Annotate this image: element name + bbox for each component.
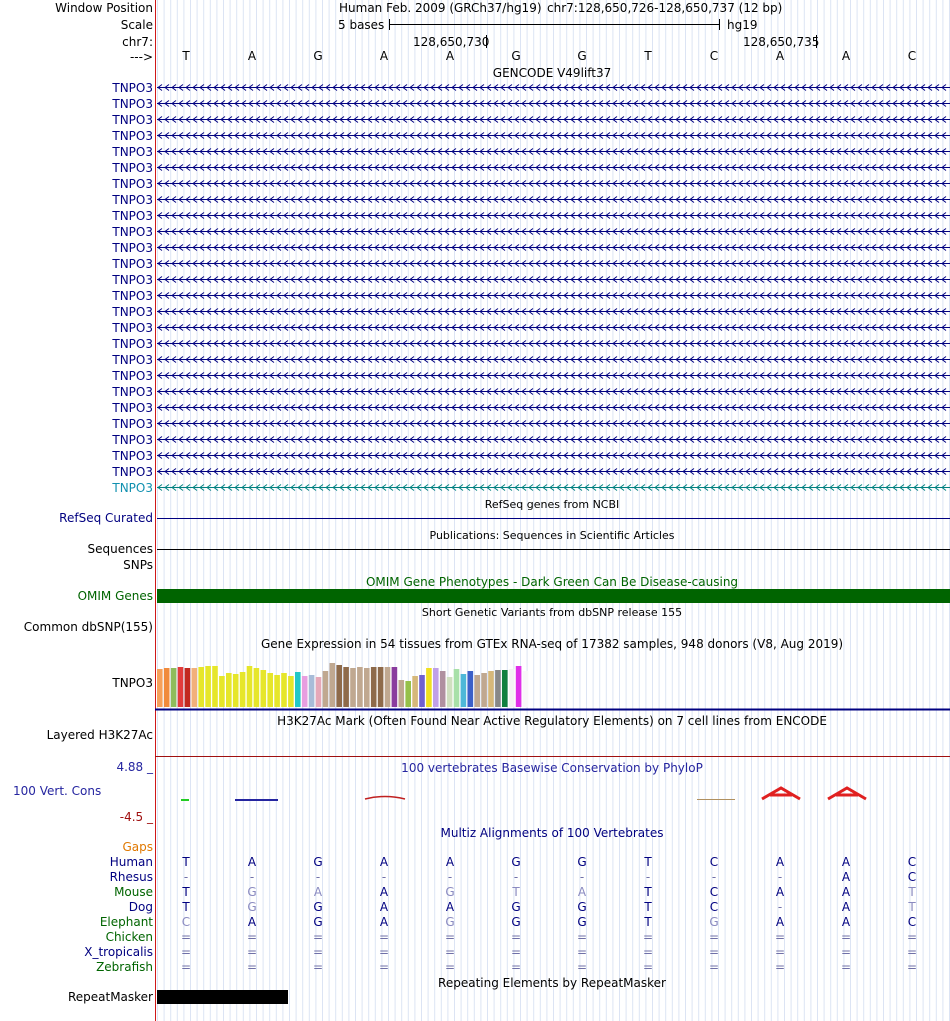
aligned-base: =: [312, 945, 324, 959]
aligned-base: -: [711, 870, 717, 884]
gencode-gene-label[interactable]: TNPO3: [112, 176, 153, 191]
aligned-base: =: [510, 960, 522, 974]
gencode-gene-label[interactable]: TNPO3: [112, 400, 153, 415]
gtex-tissue-bar: [461, 674, 467, 707]
omim-track-title[interactable]: OMIM Gene Phenotypes - Dark Green Can Be Disease-causing: [365, 575, 739, 589]
gtex-tissue-bar: [509, 669, 515, 707]
aligned-base: G: [577, 855, 587, 869]
aligned-base: A: [841, 855, 851, 869]
aligned-base: A: [247, 855, 257, 869]
gencode-gene-label[interactable]: TNPO3: [112, 272, 153, 287]
strand-arrow-label: --->: [129, 50, 153, 64]
gtex-tissue-bar: [302, 676, 308, 707]
aligned-base: T: [644, 855, 652, 869]
multiz-species-label[interactable]: Dog: [128, 900, 153, 914]
multiz-species-label[interactable]: Human: [109, 855, 153, 869]
aligned-base: G: [445, 915, 455, 929]
aligned-base: A: [775, 855, 785, 869]
gtex-tissue-bar: [185, 668, 191, 707]
refseq-track-title[interactable]: RefSeq genes from NCBI: [484, 498, 620, 511]
gtex-tissue-bar: [323, 671, 329, 707]
chrom-label: chr7:: [122, 35, 153, 49]
dbsnp-label[interactable]: Common dbSNP(155): [23, 620, 153, 634]
aligned-base: G: [313, 900, 323, 914]
aligned-base: T: [644, 900, 652, 914]
aligned-base: A: [775, 915, 785, 929]
gtex-tissue-bar: [316, 677, 322, 707]
dna-base: A: [841, 49, 851, 63]
phylop-track-title[interactable]: 100 vertebrates Basewise Conservation by PhyloP: [401, 761, 703, 775]
gtex-tissue-bar: [516, 666, 522, 707]
aligned-base: -: [645, 870, 651, 884]
multiz-species-label[interactable]: X_tropicalis: [84, 945, 153, 959]
phylop-mark: [235, 799, 278, 801]
omim-label[interactable]: OMIM Genes: [77, 589, 153, 603]
gtex-tissue-bar: [192, 668, 198, 707]
aligned-base: C: [907, 915, 917, 929]
gtex-tissue-bar: [219, 676, 225, 707]
aligned-base: =: [774, 960, 786, 974]
multiz-track-title[interactable]: Multiz Alignments of 100 Vertebrates: [440, 826, 664, 840]
aligned-base: A: [379, 900, 389, 914]
gtex-tissue-bar: [254, 668, 260, 707]
gtex-tissue-bar: [178, 667, 184, 707]
dna-base: T: [182, 49, 190, 63]
aligned-base: G: [313, 915, 323, 929]
gencode-track-title[interactable]: GENCODE V49lift37: [492, 66, 612, 80]
aligned-base: =: [180, 945, 192, 959]
gtex-tissue-bar: [419, 675, 425, 707]
aligned-base: =: [774, 930, 786, 944]
gtex-tissue-bar: [474, 675, 480, 707]
aligned-base: A: [775, 885, 785, 899]
phylop-peak: [762, 788, 800, 799]
ruler-coord-2: 128,650,735: [743, 35, 820, 49]
aligned-base: G: [511, 855, 521, 869]
aligned-base: G: [511, 900, 521, 914]
aligned-base: -: [249, 870, 255, 884]
gtex-tissue-bar: [281, 673, 287, 707]
gtex-tissue-bar: [247, 666, 253, 707]
dna-base: C: [709, 49, 719, 63]
gtex-tissue-bar: [336, 665, 342, 707]
gtex-tissue-bar: [440, 671, 446, 707]
aligned-base: G: [247, 885, 257, 899]
aligned-base: =: [510, 930, 522, 944]
aligned-base: C: [709, 900, 719, 914]
gtex-tissue-bar: [157, 669, 163, 707]
aligned-base: G: [709, 915, 719, 929]
gtex-tissue-bar: [426, 668, 432, 707]
gencode-gene-label[interactable]: TNPO3: [112, 336, 153, 351]
gtex-tissue-bar: [502, 670, 508, 707]
gencode-gene-label[interactable]: TNPO3: [112, 96, 153, 111]
aligned-base: =: [378, 960, 390, 974]
gtex-tissue-bar: [364, 668, 370, 707]
aligned-base: =: [906, 960, 918, 974]
gtex-tissue-bar: [481, 673, 487, 707]
aligned-base: C: [181, 915, 191, 929]
publications-label-sequences[interactable]: Sequences: [87, 542, 153, 556]
gtex-tissue-bar: [171, 668, 177, 707]
gencode-gene-label[interactable]: TNPO3: [112, 160, 153, 175]
aligned-base: =: [378, 945, 390, 959]
aligned-base: =: [246, 930, 258, 944]
aligned-base: -: [579, 870, 585, 884]
multiz-species-label[interactable]: Zebrafish: [96, 960, 153, 974]
repeatmasker-track-title[interactable]: Repeating Elements by RepeatMasker: [438, 976, 666, 990]
gencode-gene-label[interactable]: TNPO3: [112, 288, 153, 303]
gtex-tissue-bar: [267, 673, 273, 707]
dna-base: A: [775, 49, 785, 63]
omim-gene-bar: [157, 589, 950, 603]
dna-base: A: [379, 49, 389, 63]
gencode-gene-label[interactable]: TNPO3: [112, 320, 153, 335]
gtex-tissue-bar: [385, 667, 391, 707]
aligned-base: T: [908, 900, 916, 914]
phylop-min-label: -4.5 _: [119, 810, 153, 824]
aligned-base: G: [313, 855, 323, 869]
h3k27ac-track-title[interactable]: H3K27Ac Mark (Often Found Near Active Regulatory Elements) on 7 cell lines from ENCODE: [277, 714, 827, 728]
refseq-label[interactable]: RefSeq Curated: [59, 511, 153, 525]
aligned-base: T: [182, 855, 190, 869]
aligned-base: =: [708, 945, 720, 959]
gencode-gene-label[interactable]: TNPO3: [112, 480, 153, 495]
multiz-species-label[interactable]: Rhesus: [109, 870, 153, 884]
aligned-base: =: [576, 960, 588, 974]
aligned-base: A: [577, 885, 587, 899]
aligned-base: =: [906, 930, 918, 944]
scale-label: Scale: [120, 18, 153, 32]
publications-label-snps[interactable]: SNPs: [123, 558, 153, 572]
gencode-gene-label[interactable]: TNPO3: [112, 112, 153, 127]
assembly-title: Human Feb. 2009 (GRCh37/hg19): [339, 1, 542, 15]
aligned-base: =: [180, 960, 192, 974]
ruler-coord-1: 128,650,730: [413, 35, 490, 49]
gtex-tissue-bar: [274, 675, 280, 707]
gencode-gene-label[interactable]: TNPO3: [112, 352, 153, 367]
aligned-base: =: [840, 960, 852, 974]
aligned-base: A: [247, 915, 257, 929]
gencode-gene-label[interactable]: TNPO3: [112, 432, 153, 447]
gtex-tissue-bar: [261, 670, 267, 707]
aligned-base: =: [774, 945, 786, 959]
aligned-base: A: [445, 900, 455, 914]
aligned-base: T: [908, 885, 916, 899]
aligned-base: =: [576, 945, 588, 959]
aligned-base: A: [445, 855, 455, 869]
aligned-base: -: [381, 870, 387, 884]
aligned-base: -: [183, 870, 189, 884]
gtex-tissue-bar: [205, 666, 211, 707]
aligned-base: -: [777, 900, 783, 914]
aligned-base: =: [510, 945, 522, 959]
aligned-base: A: [379, 885, 389, 899]
gtex-tissue-bar: [295, 672, 301, 707]
gtex-tissue-bar: [350, 668, 356, 707]
aligned-base: A: [841, 915, 851, 929]
dna-base: G: [313, 49, 323, 63]
gtex-tissue-bar: [468, 671, 474, 707]
gtex-tissue-bar: [488, 671, 494, 707]
aligned-base: A: [313, 885, 323, 899]
position-readout: chr7:128,650,726-128,650,737 (12 bp): [547, 1, 783, 15]
phylop-mark: [181, 799, 189, 801]
gencode-gene-label[interactable]: TNPO3: [112, 208, 153, 223]
aligned-base: =: [642, 945, 654, 959]
aligned-base: =: [246, 960, 258, 974]
gencode-gene-label[interactable]: TNPO3: [112, 240, 153, 255]
gtex-tissue-bar: [164, 668, 170, 707]
multiz-species-label[interactable]: Chicken: [105, 930, 153, 944]
gencode-gene-label[interactable]: TNPO3: [112, 448, 153, 463]
aligned-base: A: [841, 870, 851, 884]
dna-base: G: [511, 49, 521, 63]
gencode-gene-label[interactable]: TNPO3: [112, 192, 153, 207]
gencode-gene-label[interactable]: TNPO3: [112, 144, 153, 159]
phylop-mark: [697, 799, 735, 800]
gtex-tissue-bar: [412, 676, 418, 707]
phylop-peak: [828, 788, 866, 799]
scale-text: 5 bases: [338, 18, 385, 32]
aligned-base: =: [906, 945, 918, 959]
aligned-base: =: [840, 945, 852, 959]
aligned-base: A: [379, 915, 389, 929]
dna-base: C: [907, 49, 917, 63]
aligned-base: A: [841, 900, 851, 914]
gencode-gene-label[interactable]: TNPO3: [112, 80, 153, 95]
aligned-base: =: [312, 960, 324, 974]
aligned-base: C: [709, 885, 719, 899]
aligned-base: G: [445, 885, 455, 899]
gtex-tissue-bar: [371, 667, 377, 707]
aligned-base: C: [907, 855, 917, 869]
aligned-base: T: [182, 900, 190, 914]
aligned-base: -: [513, 870, 519, 884]
gencode-gene-label[interactable]: TNPO3: [112, 416, 153, 431]
gtex-tissue-bar: [399, 680, 405, 707]
aligned-base: =: [444, 930, 456, 944]
gtex-track-title[interactable]: Gene Expression in 54 tissues from GTEx RNA-seq of 17382 samples, 948 donors (V8, Aug 2019): [260, 637, 844, 651]
gencode-gene-label[interactable]: TNPO3: [112, 256, 153, 271]
gtex-tissue-bar: [495, 670, 501, 707]
gtex-tissue-bar: [343, 667, 349, 707]
dna-base: T: [644, 49, 652, 63]
gencode-gene-label[interactable]: TNPO3: [112, 224, 153, 239]
db-label: hg19: [727, 18, 758, 32]
gencode-gene-label[interactable]: TNPO3: [112, 464, 153, 479]
aligned-base: T: [512, 885, 520, 899]
gtex-tissue-bar: [309, 675, 315, 707]
aligned-base: T: [644, 885, 652, 899]
gtex-tissue-bar: [405, 681, 411, 707]
aligned-base: =: [708, 930, 720, 944]
gtex-tissue-bar: [447, 677, 453, 707]
window-position-label: Window Position: [55, 1, 153, 15]
h3k27ac-label[interactable]: Layered H3K27Ac: [46, 728, 153, 742]
aligned-base: =: [576, 930, 588, 944]
gtex-tissue-bar: [288, 676, 294, 707]
gtex-tissue-bar: [198, 667, 204, 707]
phylop-label[interactable]: 100 Vert. Cons: [13, 784, 102, 798]
aligned-base: -: [777, 870, 783, 884]
aligned-base: =: [642, 960, 654, 974]
aligned-base: -: [315, 870, 321, 884]
aligned-base: =: [444, 960, 456, 974]
gtex-tissue-bar: [392, 667, 398, 707]
aligned-base: T: [644, 915, 652, 929]
repeatmasker-element-block: [157, 990, 288, 1004]
gtex-tissue-bar: [212, 666, 218, 707]
gtex-tissue-bar: [378, 667, 384, 707]
gtex-tissue-bar: [433, 668, 439, 707]
aligned-base: =: [378, 930, 390, 944]
aligned-base: G: [577, 915, 587, 929]
phylop-mark: [365, 797, 405, 800]
gencode-gene-label[interactable]: TNPO3: [112, 368, 153, 383]
aligned-base: =: [642, 930, 654, 944]
publications-track-title[interactable]: Publications: Sequences in Scientific Articles: [429, 529, 675, 542]
aligned-base: T: [182, 885, 190, 899]
aligned-base: =: [180, 930, 192, 944]
phylop-max-label: 4.88 _: [116, 760, 153, 774]
multiz-gaps-label[interactable]: Gaps: [122, 840, 153, 854]
aligned-base: G: [511, 915, 521, 929]
gencode-gene-label[interactable]: TNPO3: [112, 384, 153, 399]
aligned-base: =: [312, 930, 324, 944]
aligned-base: A: [379, 855, 389, 869]
multiz-species-label[interactable]: Elephant: [99, 915, 153, 929]
gencode-gene-label[interactable]: TNPO3: [112, 304, 153, 319]
dbsnp-track-title[interactable]: Short Genetic Variants from dbSNP release 155: [421, 606, 683, 619]
dna-base: A: [445, 49, 455, 63]
aligned-base: A: [841, 885, 851, 899]
aligned-base: =: [444, 945, 456, 959]
gtex-label[interactable]: TNPO3: [112, 676, 153, 690]
aligned-base: =: [840, 930, 852, 944]
gtex-tissue-bar: [357, 667, 363, 707]
gencode-gene-label[interactable]: TNPO3: [112, 128, 153, 143]
gtex-tissue-bar: [240, 672, 246, 707]
dna-base: A: [247, 49, 257, 63]
aligned-base: -: [447, 870, 453, 884]
gtex-tissue-bar: [233, 674, 239, 707]
aligned-base: G: [247, 900, 257, 914]
gtex-tissue-bar: [330, 663, 336, 707]
gtex-tissue-bar: [454, 669, 460, 707]
gtex-tissue-bar: [226, 673, 232, 707]
aligned-base: G: [577, 900, 587, 914]
multiz-species-label[interactable]: Mouse: [114, 885, 153, 899]
aligned-base: =: [246, 945, 258, 959]
aligned-base: =: [708, 960, 720, 974]
aligned-base: C: [709, 855, 719, 869]
repeatmasker-label[interactable]: RepeatMasker: [67, 990, 153, 1004]
dna-base: G: [577, 49, 587, 63]
aligned-base: C: [907, 870, 917, 884]
gtex-tissue-bar: [523, 671, 529, 707]
